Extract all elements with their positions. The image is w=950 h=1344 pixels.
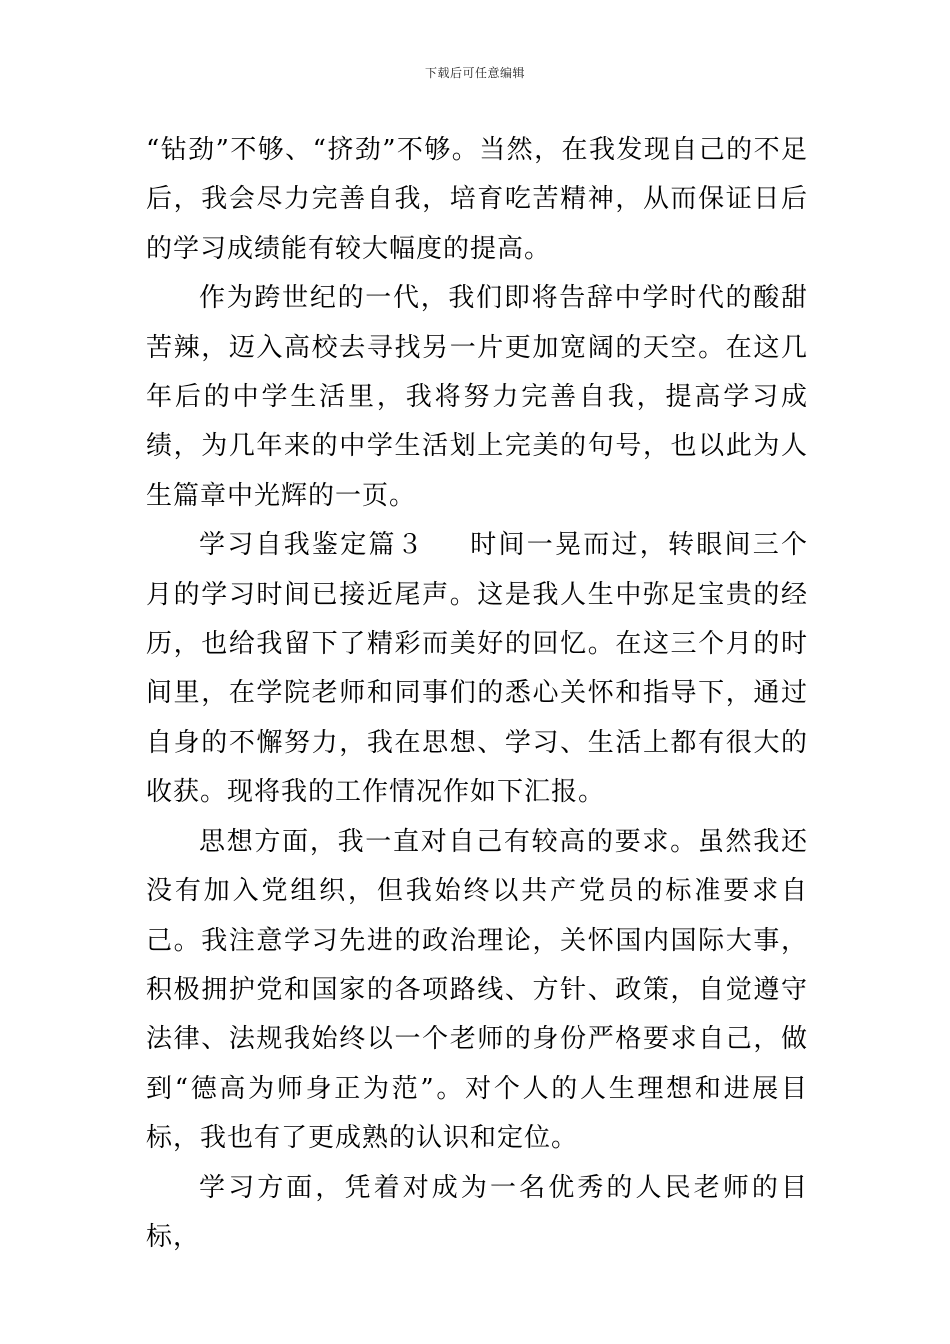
paragraph-3: [146, 521, 808, 817]
paragraph-1-text: “钻劲”不够、“挤劲”不够。当然，在我发现自己的不足后，我会尽力完善自我，培育吃苦精神，从而保证日后的学习成绩能有较大幅度的提高。: [146, 135, 808, 264]
paragraph-3-text: 时间一晃而过，转眼间三个月的学习时间已接近尾声。这是我人生中弥足宝贵的经历，也给我留下了精彩而美好的回忆。在这三个月的时间里，在学院老师和同事们的悉心关怀和指导下，通过自身的不懈努力，我在思想、学习、生活上都有很大的收获。现将我的工作情况作如下汇报。: [146, 530, 808, 808]
section-heading: 学习自我鉴定篇３: [199, 530, 425, 561]
paragraph-4-text: 思想方面，我一直对自己有较高的要求。虽然我还没有加入党组织，但我始终以共产党员的标准要求自己。我注意学习先进的政治理论，关怀国内国际大事，积极拥护党和国家的各项路线、方针、政策，自觉遵守法律、法规我始终以一个老师的身份严格要求自己，做到“德高为师身正为范”。对个人的人生理想和进展目标，我也有了更成熟的认识和定位。: [146, 826, 808, 1154]
paragraph-5: [146, 1164, 808, 1263]
paragraph-5-text: 学习方面，凭着对成为一名优秀的人民老师的目标，: [146, 1172, 808, 1252]
paragraph-4: [146, 818, 808, 1164]
paragraph-2: [146, 274, 808, 521]
paragraph-1: [146, 126, 808, 274]
page-header-note: 下载后可任意编辑: [424, 66, 525, 80]
paragraph-2-text: 作为跨世纪的一代，我们即将告辞中学时代的酸甜苦辣，迈入高校去寻找另一片更加宽阔的天空。在这几年后的中学生活里，我将努力完善自我，提高学习成绩，为几年来的中学生活划上完美的句号，也以此为人生篇章中光辉的一页。: [146, 283, 808, 511]
document-body: [146, 126, 808, 1262]
